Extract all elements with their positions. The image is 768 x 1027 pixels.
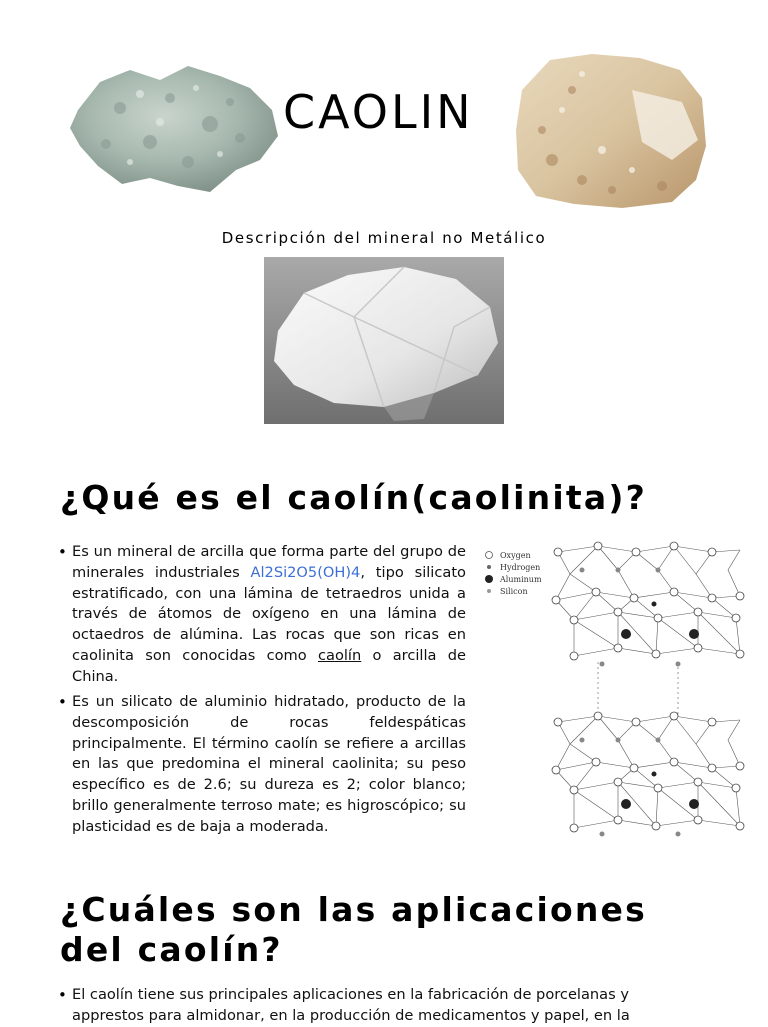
section-heading-aplicaciones bbox=[60, 890, 720, 970]
paragraph-text: , tipo silicato estratificado, con una lámina de tetraedros unida a través de átomos de oxígeno en una lámina de octaedros de alúmina. Las rocas que son ricas en caolinita son conocidas como bbox=[72, 563, 466, 664]
page-title: CAOLIN bbox=[283, 85, 474, 139]
bullet-icon: • bbox=[58, 543, 67, 561]
underlined-term: caolín bbox=[317, 646, 362, 664]
bullet-icon: • bbox=[58, 693, 67, 711]
chemical-formula: Al2Si2O5(OH)4 bbox=[250, 563, 361, 581]
white-kaolin-rock-image bbox=[264, 257, 504, 424]
heading-line: ¿Cuáles son las aplicaciones bbox=[60, 890, 647, 929]
section-heading-que-es: ¿Qué es el caolín(caolinita)? bbox=[60, 478, 647, 517]
paragraph-description: Es un silicato de aluminio hidratado, producto de la descomposición de rocas feldespáticas principalmente. El término caolín se refiere a arcillas en las que predomina el mineral caolinita; su peso específico es de 2.6; su dureza es 2; color blanco; brillo generalmente terroso mate; es higroscópico; su plasticidad es de baja a moderada. bbox=[72, 693, 466, 835]
paragraph-definition bbox=[72, 542, 466, 688]
paragraph-text: o arcilla de China. bbox=[72, 646, 466, 685]
bullet-icon: • bbox=[58, 986, 67, 1004]
legend-oxygen: Oxygen bbox=[500, 551, 531, 560]
paragraph-line: El caolín tiene sus principales aplicaciones en la fabricación de porcelanas y bbox=[72, 986, 629, 1003]
subtitle: Descripción del mineral no Metálico bbox=[221, 229, 547, 247]
paragraph-text: Es un mineral de arcilla que forma parte del grupo de minerales industriales bbox=[72, 543, 466, 581]
heading-line: del caolín? bbox=[60, 930, 283, 969]
legend-silicon: Silicon bbox=[500, 587, 528, 596]
paragraph-line: apprestos para almidonar, en la producción de medicamentos y papel, en la bbox=[72, 1006, 630, 1024]
beige-rock-image bbox=[512, 50, 712, 210]
paragraph-applications bbox=[72, 985, 710, 1027]
legend-hydrogen: Hydrogen bbox=[500, 563, 541, 572]
greenish-rock-image bbox=[60, 58, 285, 198]
legend-aluminum: Aluminum bbox=[500, 575, 542, 584]
